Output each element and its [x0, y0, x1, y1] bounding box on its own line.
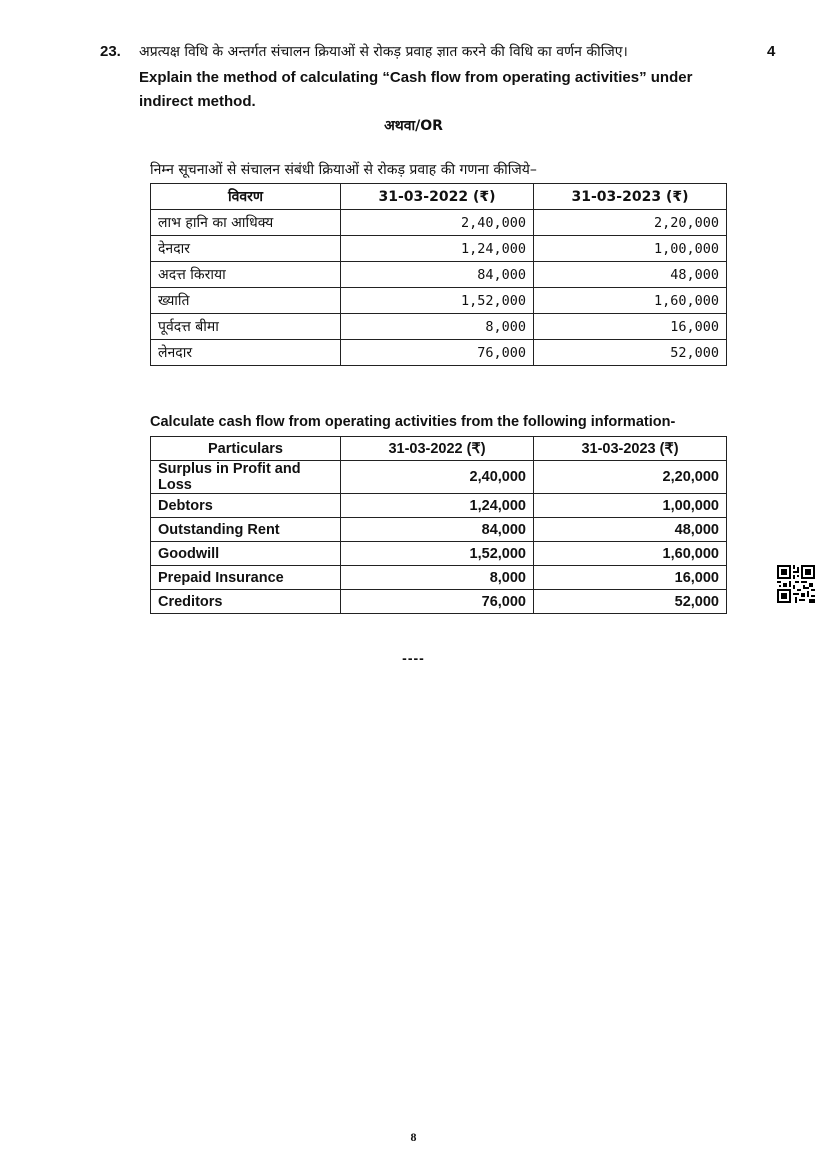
value-2023: 1,60,000: [534, 288, 727, 314]
value-2023: 16,000: [534, 566, 727, 590]
hindi-data-table: [150, 183, 727, 366]
question-marks: 4: [767, 43, 776, 60]
row-label: Outstanding Rent: [151, 518, 341, 542]
value-2022: 1,24,000: [341, 494, 534, 518]
table-row: [151, 461, 727, 494]
value-2023: 52,000: [534, 340, 727, 366]
value-2022: 76,000: [341, 590, 534, 614]
table-row: [151, 566, 727, 590]
table-row: [151, 314, 727, 340]
value-2022: 76,000: [341, 340, 534, 366]
value-2022: 1,52,000: [341, 288, 534, 314]
value-2022: 8,000: [341, 314, 534, 340]
table-row: [151, 262, 727, 288]
value-2023: 1,00,000: [534, 494, 727, 518]
value-2022: 1,52,000: [341, 542, 534, 566]
qr-code-icon: [777, 565, 815, 603]
table-row: [151, 590, 727, 614]
header-2023: 31-03-2023 (₹): [534, 184, 727, 210]
header-2023: 31-03-2023 (₹): [534, 437, 727, 461]
row-label: अदत्त किराया: [151, 262, 341, 288]
row-label: लाभ हानि का आधिक्य: [151, 210, 341, 236]
table-header-row: [151, 437, 727, 461]
row-label: पूर्वदत्त बीमा: [151, 314, 341, 340]
or-separator: अथवा/OR: [384, 118, 443, 134]
value-2022: 2,40,000: [341, 461, 534, 494]
value-2022: 84,000: [341, 262, 534, 288]
table-row: [151, 518, 727, 542]
english-data-table: [150, 436, 727, 614]
value-2023: 2,20,000: [534, 461, 727, 494]
english-table-intro: Calculate cash flow from operating activities from the following information-: [150, 414, 676, 430]
value-2022: 8,000: [341, 566, 534, 590]
hindi-table-intro: निम्न सूचनाओं से संचालन संबंधी क्रियाओं से रोकड़ प्रवाह की गणना कीजिये–: [150, 162, 537, 178]
value-2023: 48,000: [534, 518, 727, 542]
row-label: Surplus in Profit and Loss: [151, 461, 341, 494]
row-label: Debtors: [151, 494, 341, 518]
end-marker: ----: [402, 650, 425, 666]
question-text-english: Explain the method of calculating “Cash flow from operating activities” under indirect method.: [139, 69, 693, 110]
value-2022: 84,000: [341, 518, 534, 542]
value-2022: 2,40,000: [341, 210, 534, 236]
value-2023: 1,60,000: [534, 542, 727, 566]
value-2023: 1,00,000: [534, 236, 727, 262]
row-label: लेनदार: [151, 340, 341, 366]
header-2022: 31-03-2022 (₹): [341, 184, 534, 210]
header-particulars: Particulars: [151, 437, 341, 461]
page-number: 8: [410, 1130, 417, 1144]
value-2022: 1,24,000: [341, 236, 534, 262]
value-2023: 48,000: [534, 262, 727, 288]
value-2023: 2,20,000: [534, 210, 727, 236]
table-row: [151, 494, 727, 518]
header-2022: 31-03-2022 (₹): [341, 437, 534, 461]
row-label: Prepaid Insurance: [151, 566, 341, 590]
row-label: Creditors: [151, 590, 341, 614]
table-row: [151, 340, 727, 366]
question-number: 23.: [100, 43, 121, 60]
table-row: [151, 236, 727, 262]
header-particulars: विवरण: [151, 184, 341, 210]
table-row: [151, 210, 727, 236]
row-label: Goodwill: [151, 542, 341, 566]
value-2023: 16,000: [534, 314, 727, 340]
row-label: ख्याति: [151, 288, 341, 314]
value-2023: 52,000: [534, 590, 727, 614]
table-row: [151, 288, 727, 314]
table-header-row: [151, 184, 727, 210]
row-label: देनदार: [151, 236, 341, 262]
question-text-hindi: अप्रत्यक्ष विधि के अन्तर्गत संचालन क्रियाओं से रोकड़ प्रवाह ज्ञात करने की विधि का वर्णन कीजिए।: [139, 44, 628, 60]
table-row: [151, 542, 727, 566]
